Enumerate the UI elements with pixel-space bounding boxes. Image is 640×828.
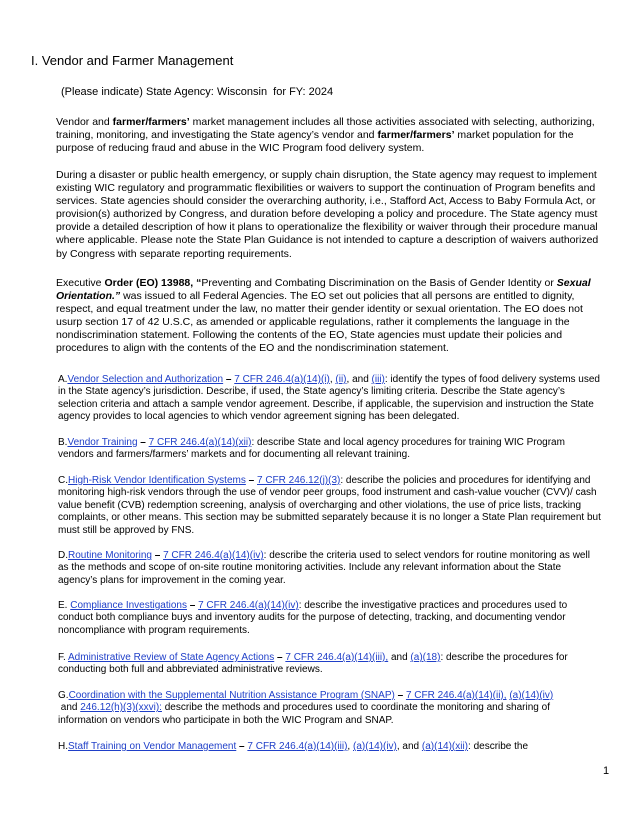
cfr-link[interactable]: (a)(18) [410, 652, 441, 663]
item-letter: A. [58, 374, 68, 385]
item-a-title-link[interactable]: Vendor Selection and Authorization [67, 374, 224, 385]
item-d-title-link[interactable]: Routine Monitoring [68, 550, 152, 561]
item-letter: H. [58, 741, 68, 752]
item-d-description: : describe the criteria used to select vendors for routine monitoring as well as the methods and scope of on-site routine monitoring activities. Include any relevant information about the State agency’s plans for improvement in the coming year. [58, 550, 590, 586]
eo-text-1: Executive [56, 277, 105, 289]
item-b-title-link[interactable]: Vendor Training [67, 437, 138, 448]
eo-paragraph [56, 277, 604, 356]
item-h-title-link[interactable]: Staff Training on Vendor Management [68, 741, 237, 752]
item-f-description: : describe the procedures for conducting both full and abbreviated administrative reviews. [58, 652, 568, 676]
eo-text-3: was issued to all Federal Agencies. The EO set out policies that all persons are entitled to dignity, respect, and equal treatment under the law, no matter their gender identity or sexual orientation. The EO does not usurp section 17 of 42 U.S.C, as amended or applicable regulations, rather it complements the language in the nondiscrimination statement. Following the contents of the EO, State agencies must update their policies and procedures to align with the contents of the EO and the nondiscrimination statement. [56, 290, 583, 355]
agency-prefix: (Please indicate) State Agency: [61, 86, 217, 98]
eo-text-2: Preventing and Combating Discrimination on the Basis of Gender Identity or [201, 277, 557, 289]
item-letter: E. [58, 600, 68, 611]
item-g-title-link[interactable]: Coordination with the Supplemental Nutrition Assistance Program (SNAP) [68, 690, 395, 701]
item-e-description: : describe the investigative practices and procedures used to conduct both compliance buys and inventory audits for the purpose of detecting, tracking, and documenting vendor noncompliance with program requirements. [58, 600, 568, 636]
item-b: B.Vendor Training – 7 CFR 246.4(a)(14)(xii): describe State and local agency procedures for training WIC Program vendors and farmers/farmers’ markets and for documenting all relevant training. [58, 437, 565, 461]
cfr-link[interactable]: 7 CFR 246.12(j)(3) [256, 475, 341, 486]
item-letter: C. [58, 475, 68, 486]
cfr-link[interactable]: (a)(14)(iv) [509, 690, 554, 701]
item-a: A.Vendor Selection and Authorization – 7 CFR 246.4(a)(14)(i), (ii), and (iii): identify the types of food delivery systems used in the State agency’s jurisdiction. Describe, if used, the State agency’s limiting criteria. Describe the State agency’s selection criteria and attach a sample vendor agreement. Describe, if applicable, the supervision and instruction the State agency provides to local agencies to which vendor agreement signing has been delegated. [58, 374, 600, 423]
cfr-link[interactable]: 7 CFR 246.4(a)(14)(i) [234, 374, 330, 385]
item-letter: B. [58, 437, 68, 448]
item-f-title-link[interactable]: Administrative Review of State Agency Actions [68, 652, 275, 663]
agency-line [61, 86, 333, 98]
intro-text-2: market management includes all those activities associated with selecting, authorizing, training, monitoring, and investigating the State agency’s vendor and [56, 116, 595, 142]
cfr-link[interactable]: 7 CFR 246.4(a)(14)(iv) [198, 600, 299, 611]
item-letter: F. [58, 652, 66, 663]
intro-bold-2: farmer/farmers’ [377, 129, 455, 142]
item-c: C.High-Risk Vendor Identification Systems – 7 CFR 246.12(j)(3): describe the policies and procedures for identifying and monitoring high-risk vendors through the use of vendor peer groups, food instrument and cash-value voucher (CVV)/ cash value benefit (CVB) redemption screening, analysis of overcharging and other violations, the use of price lists, tracking complaints, or other means. This section may be submitted separately because it is no longer a State Plan requirement but must still be approved by FNS. [58, 475, 601, 536]
page-number: 1 [603, 765, 610, 777]
eo-bold-italic: Sexual Orientation.” [56, 277, 591, 303]
disaster-paragraph: During a disaster or public health emergency, or supply chain disruption, the State agency may request to implement existing WIC regulatory and programmatic flexibilities or waivers to support the continuation of Program benefits and services. State agencies should consider the overarching authority, i.e., Stafford Act, Access to Baby Formula Act, or provision(s) authorized by Congress, and duration before developing a policy and procedure. The State agency must provide a detailed description of how it plans to operationalize the flexibility or waiver through their procedure manual where applicable. Please note the State Plan Guidance is not intended to capture a description of waivers authorized by Congress with separate reporting requirements. [56, 169, 599, 260]
fy-label: for FY: [267, 86, 309, 98]
cfr-link[interactable]: (iii) [371, 374, 385, 385]
item-g-description: describe the methods and procedures used to coordinate the monitoring and sharing of information on vendors who participate in both the WIC Program and SNAP. [58, 702, 550, 726]
section-heading: I. Vendor and Farmer Management [31, 53, 234, 68]
fiscal-year: 2024 [308, 86, 334, 98]
cfr-link[interactable]: 7 CFR 246.4(a)(14)(ii), [405, 690, 507, 701]
item-letter: G. [58, 690, 69, 701]
item-h: H.Staff Training on Vendor Management – 7 CFR 246.4(a)(14)(iii), (a)(14)(iv), and (a)(14)(xii): describe the [58, 741, 529, 752]
cfr-link[interactable]: (a)(14)(iv) [352, 741, 397, 752]
item-a-description: : identify the types of food delivery systems used in the State agency’s jurisdiction. Describe, if used, the State agency’s limiting criteria. Describe the State agency’s selection criteria and attach a sample vendor agreement. Describe, if applicable, the supervision and instruction the State agency provides to local agencies to which vendor agreement signing has been delegated. [58, 374, 600, 423]
item-e-title-link[interactable]: Compliance Investigations [70, 600, 187, 611]
item-c-description: : describe the policies and procedures for identifying and monitoring high-risk vendors through the use of vendor peer groups, food instrument and cash-value voucher (CVV)/ cash value benefit (CVB) redemption screening, analysis of overcharging and other violations, the use of price lists, tracking complaints, or other means. This section may be submitted separately because it is no longer a State Plan requirement but must still be approved by FNS. [58, 475, 601, 536]
intro-paragraph [56, 116, 604, 155]
item-e: E. Compliance Investigations – 7 CFR 246.4(a)(14)(iv): describe the investigative practices and procedures used to conduct both compliance buys and inventory audits for the purpose of detecting, tracking, and documenting vendor noncompliance with program requirements. [58, 600, 568, 636]
item-d: D.Routine Monitoring – 7 CFR 246.4(a)(14)(iv): describe the criteria used to select vendors for routine monitoring as well as the methods and scope of on-site routine monitoring activities. Include any relevant information about the State agency’s plans for improvement in the coming year. [58, 550, 590, 586]
cfr-link[interactable]: 7 CFR 246.4(a)(14)(xii) [148, 437, 252, 448]
state-name: Wisconsin [216, 86, 268, 98]
item-h-description: : describe the [468, 741, 529, 752]
item-b-description: : describe State and local agency procedures for training WIC Program vendors and farmers/farmers’ markets and for documenting all relevant training. [58, 437, 565, 461]
cfr-link[interactable]: 7 CFR 246.4(a)(14)(iv) [163, 550, 264, 561]
intro-bold-1: farmer/farmers’ [112, 116, 190, 128]
cfr-link[interactable]: 7 CFR 246.4(a)(14)(iii) [247, 741, 348, 752]
cfr-link[interactable]: (a)(14)(xii) [421, 741, 469, 752]
item-c-title-link[interactable]: High-Risk Vendor Identification Systems [68, 475, 246, 486]
item-f: F. Administrative Review of State Agency Actions – 7 CFR 246.4(a)(14)(iii), and (a)(18): describe the procedures for conducting both full and abbreviated administrative reviews. [58, 652, 568, 676]
cfr-link[interactable]: 246.12(h)(3)(xxvi): [80, 702, 162, 714]
intro-text-3: market population for the purpose of reducing fraud and abuse in the WIC Program food delivery system. [56, 129, 574, 155]
cfr-link[interactable]: 7 CFR 246.4(a)(14)(iii), [285, 652, 389, 663]
intro-text-1: Vendor and [56, 116, 113, 128]
eo-bold-1: Order (EO) 13988, “ [104, 277, 202, 289]
item-letter: D. [58, 550, 68, 561]
item-g: G.Coordination with the Supplemental Nutrition Assistance Program (SNAP) – 7 CFR 246.4(a)(14)(ii), (a)(14)(iv) and 246.12(h)(3)(xxvi): describe the methods and procedures used to coordinate the monitoring and sharing of information on vendors who participate in both the WIC Program and SNAP. [58, 690, 554, 726]
cfr-link[interactable]: (ii) [335, 374, 347, 385]
